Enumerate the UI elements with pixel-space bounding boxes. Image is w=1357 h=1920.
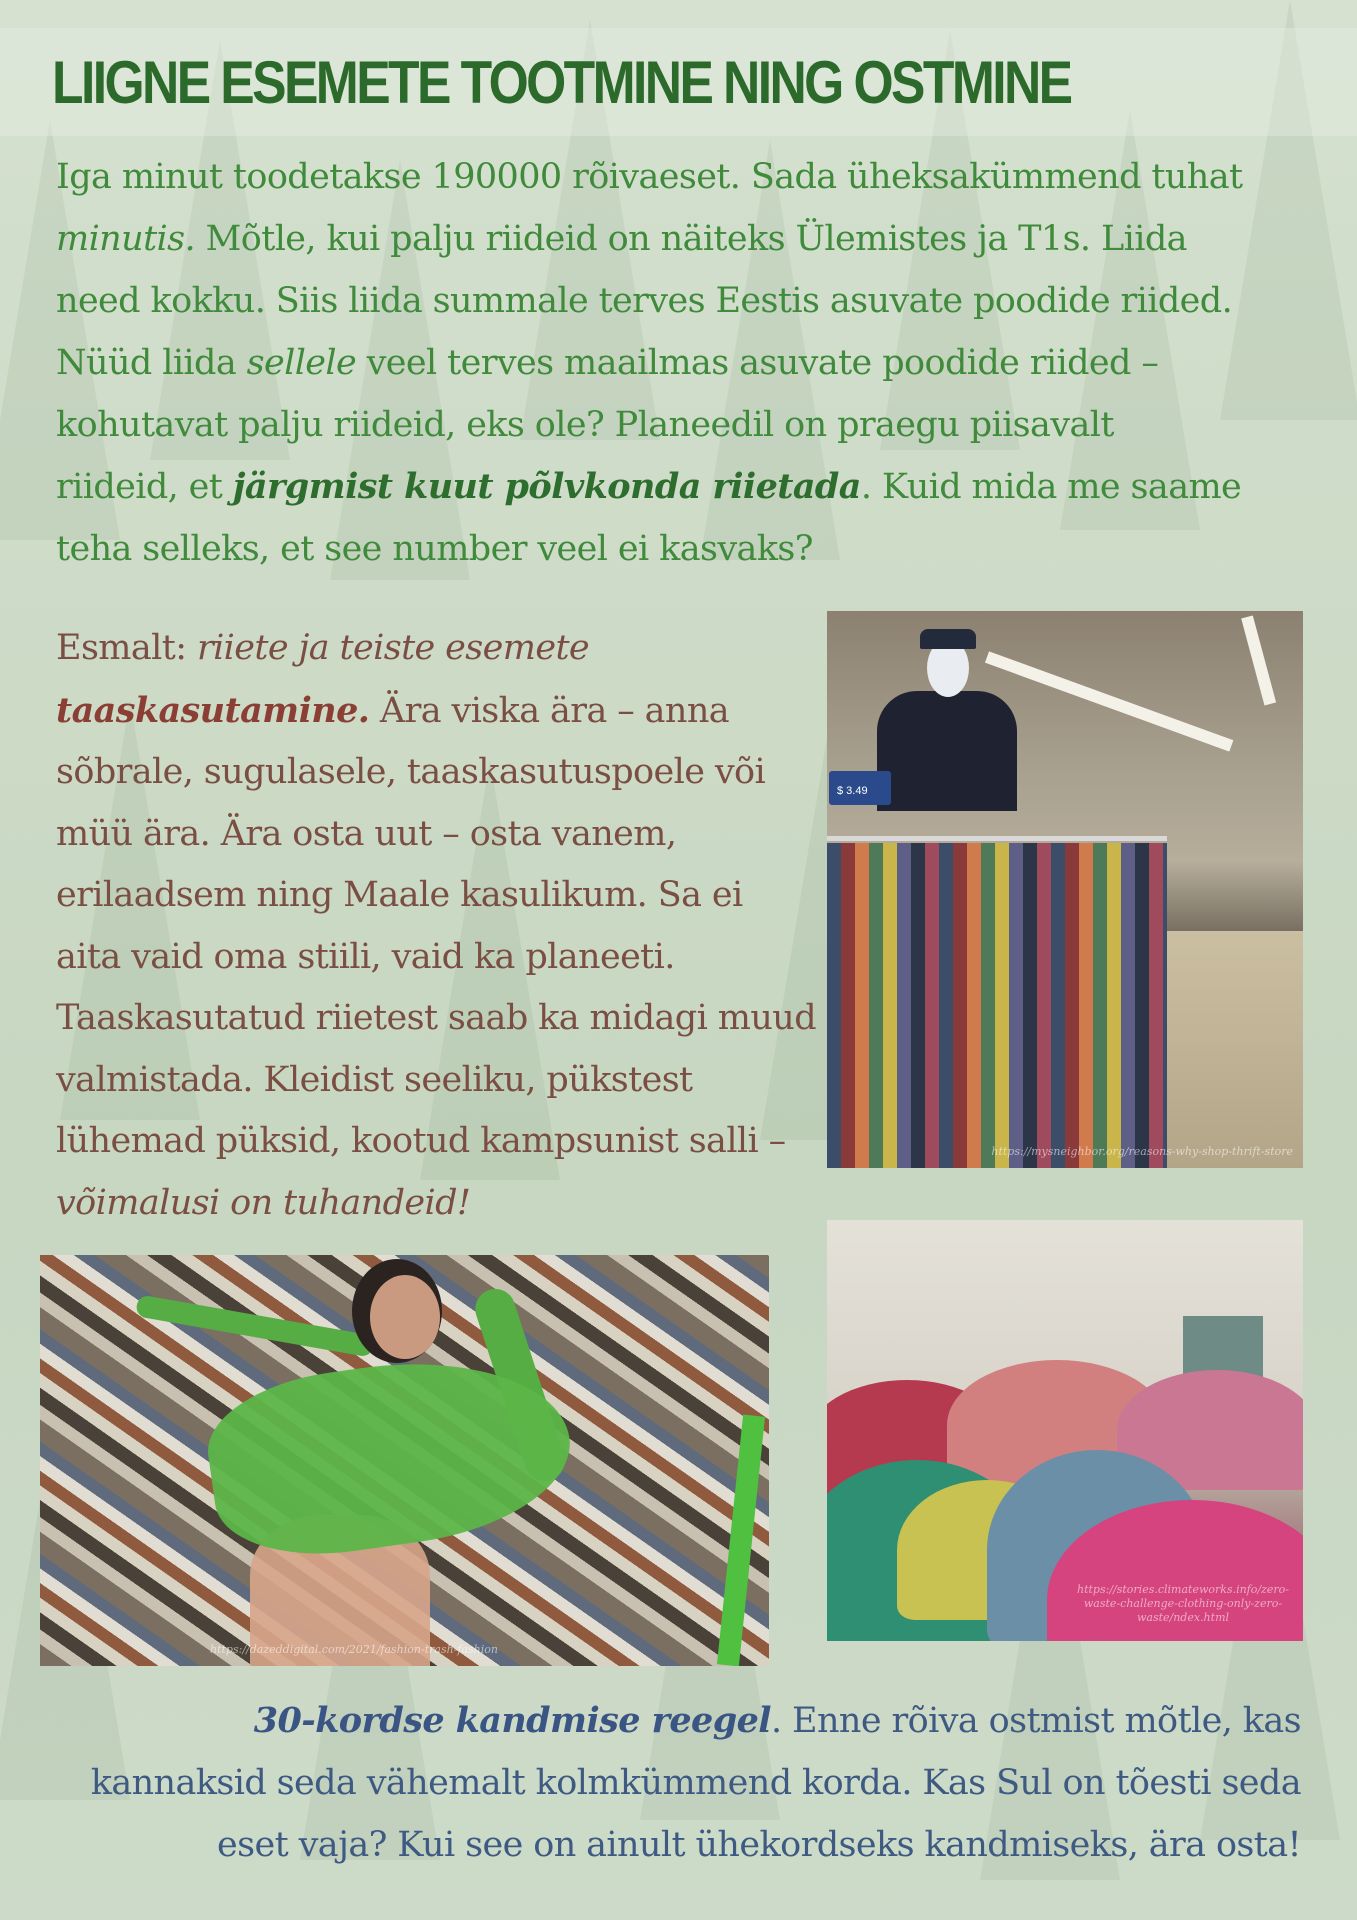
intro-emphasis-1: minutis.	[56, 219, 196, 259]
intro-text-2: Mõtle, kui palju riideid on näiteks Ülemistes ja T1s. Liida need kokku. Siis liida summale terves Eestis asuvate poodide riided. Nüüd liida	[56, 219, 1233, 383]
clothing-piles-photo	[827, 1220, 1303, 1641]
wear-rule-highlight: 30-kordse kandmise reegel	[253, 1700, 771, 1741]
reuse-emphasis-1: riiete ja teiste esemete	[196, 628, 590, 668]
price-sign	[829, 771, 891, 805]
reuse-text-1: Esmalt:	[56, 628, 197, 668]
intro-text-4: . Kuid mida me saame teha selleks, et see number veel ei kasvaks?	[56, 467, 1242, 569]
intro-emphasis-2: sellele	[246, 343, 357, 383]
reuse-emphasis-2: võimalusi on tuhandeid!	[56, 1182, 471, 1223]
wear-rule-text: . Enne rõiva ostmist mõtle, kas kannaksid seda vähemalt kolmkümmend korda. Kas Sul on tõesti seda eset vaja? Kui see on ainult ühekordseks kandmiseks, ära osta!	[90, 1701, 1301, 1865]
intro-paragraph	[56, 146, 1246, 580]
price-sign-label: $ 3.49	[837, 785, 868, 797]
intro-text-3: veel terves maailmas asuvate poodide riided – kohutavat palju riideid, eks ole? Planeedil on praegu piisavalt riideid, et	[56, 343, 1159, 507]
wear-rule-paragraph	[71, 1690, 1301, 1876]
thrift-store-photo	[827, 611, 1303, 1168]
page-title: LIIGNE ESEMETE TOOTMINE NING OSTMINE	[52, 49, 1071, 116]
reuse-highlight: taaskasutamine.	[56, 689, 370, 731]
clothing-piles-photo-credit: https://stories.climateworks.info/zero-waste-challenge-clothing-only-zero-waste/ndex.html	[1077, 1583, 1289, 1624]
woman-in-trash-photo	[40, 1255, 769, 1666]
reuse-paragraph	[56, 618, 816, 1234]
reuse-text-2: Ära viska ära – anna sõbrale, sugulasele, taaskasutuspoele või müü ära. Ära osta uut – osta vanem, erilaadsem ning Maale kasulikum. Sa ei aita vaid oma stiili, vaid ka planeeti. Taaskasutatud riietest saab ka midagi muud valmistada. Kleidist seeliku, pükstest lühemad püksid, kootud kampsunist salli –	[56, 690, 817, 1161]
intro-highlight: järgmist kuut põlvkonda riietada	[232, 466, 861, 507]
woman-in-trash-photo-credit: https://dazeddigital.com/2021/fashion-trash-fashion	[210, 1643, 498, 1656]
intro-text-1: Iga minut toodetakse 190000 rõivaeset. Sada üheksakümmend tuhat	[56, 157, 1243, 197]
thrift-store-photo-credit: https://mysneighbor.org/reasons-why-shop-thrift-store	[991, 1145, 1293, 1158]
